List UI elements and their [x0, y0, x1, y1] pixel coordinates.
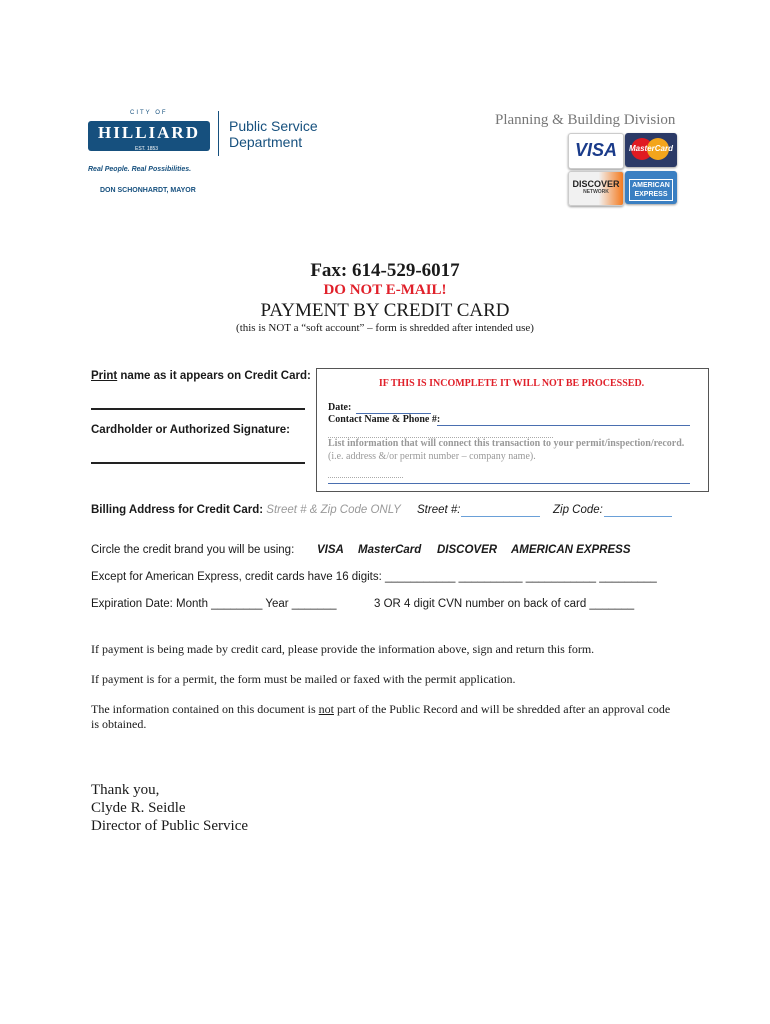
permit-info-field[interactable] — [328, 483, 690, 484]
dotted-separator-short — [328, 477, 403, 478]
logo-department-line1: Public Service — [229, 118, 318, 134]
logo-hilliard: HILLIARD — [88, 121, 210, 151]
brand-prompt: Circle the credit brand you will be using: — [91, 544, 295, 556]
instruction-paragraph-3 — [91, 702, 691, 732]
p3-part-b: part of the Public Record and will be shredded after an approval code — [333, 702, 671, 716]
billing-address-label — [91, 504, 401, 516]
list-info-instruction: List information that will connect this transaction to your permit/inspection/record. — [328, 438, 685, 449]
street-label: Street #: — [417, 504, 461, 516]
instruction-paragraph-2: If payment is for a permit, the form must be mailed or faxed with the permit application. — [91, 672, 516, 686]
print-word: Print — [91, 370, 118, 382]
fax-number: Fax: 614-529-6017 — [310, 260, 460, 281]
contact-label: Contact Name & Phone #: — [328, 414, 441, 425]
signature-label: Cardholder or Authorized Signature: — [91, 424, 290, 436]
page-title: PAYMENT BY CREDIT CARD — [260, 300, 510, 321]
amex-logo-line2: EXPRESS — [634, 191, 668, 198]
print-name-label — [91, 370, 311, 382]
date-label: Date: — [328, 402, 352, 413]
visa-logo — [568, 133, 624, 169]
division-title: Planning & Building Division — [495, 112, 676, 128]
incomplete-warning: IF THIS IS INCOMPLETE IT WILL NOT BE PROCESSED. — [378, 378, 645, 389]
p3-part-c: is obtained. — [91, 717, 147, 731]
street-field[interactable] — [461, 516, 540, 517]
zip-label: Zip Code: — [553, 504, 603, 516]
form-note: (this is NOT a “soft account” – form is shredded after intended use) — [236, 322, 534, 334]
p3-not: not — [318, 702, 334, 716]
print-name-line[interactable] — [91, 408, 305, 410]
discover-logo-text: DISCOVER — [572, 179, 620, 189]
mastercard-logo — [625, 133, 677, 167]
logo-divider — [218, 111, 219, 156]
amex-logo-line1: AMERICAN — [632, 182, 670, 189]
billing-label: Billing Address for Credit Card: — [91, 504, 264, 516]
mastercard-logo-text: MasterCard — [628, 144, 673, 153]
brand-visa[interactable]: VISA — [317, 544, 344, 556]
amex-logo — [625, 171, 677, 204]
instruction-paragraph-1: If payment is being made by credit card, please provide the information above, sign and return this form. — [91, 642, 595, 656]
logo-city-of: CITY OF — [130, 110, 168, 116]
discover-logo-sub: NETWORK — [583, 189, 609, 195]
print-name-rest: name as it appears on Credit Card: — [117, 370, 311, 382]
brand-discover[interactable]: DISCOVER — [437, 544, 498, 556]
cvn-field[interactable]: 3 OR 4 digit CVN number on back of card _______ — [374, 598, 635, 610]
logo-mayor: DON SCHONHARDT, MAYOR — [100, 187, 196, 194]
billing-hint: Street # & Zip Code ONLY — [263, 504, 401, 516]
signature-line[interactable] — [91, 462, 305, 464]
signoff-name: Clyde R. Seidle — [91, 800, 186, 816]
logo-est: EST. 1853 — [135, 146, 159, 152]
signoff-thanks: Thank you, — [91, 782, 160, 798]
visa-logo-text: VISA — [574, 140, 617, 160]
brand-amex[interactable]: AMERICAN EXPRESS — [511, 544, 631, 556]
expiration-field[interactable]: Expiration Date: Month ________ Year _______ — [91, 598, 337, 610]
logo-department — [229, 118, 318, 150]
signoff-title: Director of Public Service — [91, 818, 249, 834]
logo-department-line2: Department — [229, 134, 303, 150]
contact-field[interactable] — [437, 425, 690, 426]
no-email-warning: DO NOT E-MAIL! — [323, 282, 447, 298]
list-info-example: (i.e. address &/or permit number – company name). — [328, 451, 536, 462]
p3-part-a: The information contained on this document is — [91, 702, 319, 716]
logo-tagline: Real People. Real Possibilities. — [88, 166, 192, 173]
card-number-field[interactable]: Except for American Express, credit cards have 16 digits: ___________ __________ ___________ _________ — [91, 571, 657, 583]
zip-field[interactable] — [604, 516, 672, 517]
brand-mastercard[interactable]: MasterCard — [358, 544, 422, 556]
discover-logo — [568, 171, 624, 206]
